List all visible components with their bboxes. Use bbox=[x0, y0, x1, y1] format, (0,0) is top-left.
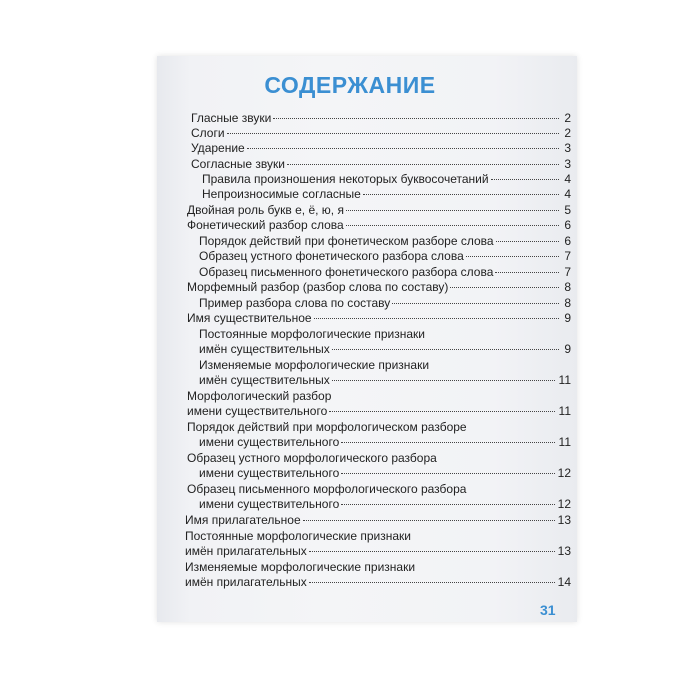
toc-entry: имён существительных 11 bbox=[199, 373, 571, 387]
toc-entry-line: Постоянные морфологические признаки bbox=[185, 529, 412, 543]
toc-entry-line: Изменяемые морфологические признаки bbox=[185, 560, 416, 574]
toc-entry: Ударение 3 bbox=[191, 141, 571, 155]
toc-entry: Имя существительное 9 bbox=[187, 311, 571, 325]
toc-entry: имён существительных 9 bbox=[199, 342, 571, 356]
toc-entry: Слоги 2 bbox=[191, 126, 571, 140]
toc-entry: Образец устного фонетического разбора слова 7 bbox=[199, 249, 571, 263]
toc-entry: Морфемный разбор (разбор слова по составу) 8 bbox=[187, 280, 571, 294]
toc-entry-line: Порядок действий при морфологическом разборе bbox=[187, 420, 467, 434]
toc-entry-line: Морфологический разбор bbox=[187, 389, 332, 403]
toc-entry: имён прилагательных 14 bbox=[185, 575, 571, 589]
page-title: СОДЕРЖАНИЕ bbox=[264, 72, 436, 98]
toc-entry: имён прилагательных 13 bbox=[185, 544, 571, 558]
toc-entry: Непроизносимые согласные 4 bbox=[202, 187, 571, 201]
toc-entry: Имя прилагательное 13 bbox=[185, 513, 571, 527]
toc-entry: имени существительного 12 bbox=[199, 466, 571, 480]
toc-entry: Гласные звуки 2 bbox=[191, 111, 571, 125]
toc-entry: имени существительного 11 bbox=[199, 435, 571, 449]
toc-entry: имени существительного 11 bbox=[187, 404, 571, 418]
toc-entry: Правила произношения некоторых буквосочетаний 4 bbox=[202, 172, 571, 186]
toc-entry: Пример разбора слова по составу 8 bbox=[199, 296, 571, 310]
toc-entry-line: Образец письменного морфологического разбора bbox=[187, 482, 467, 496]
toc-entry: Фонетический разбор слова 6 bbox=[187, 218, 571, 232]
page-number: 31 bbox=[540, 602, 556, 618]
toc-entry-line: Изменяемые морфологические признаки bbox=[199, 358, 430, 372]
toc-entry: Согласные звуки 3 bbox=[191, 157, 571, 171]
toc-entry-line: Образец устного морфологического разбора bbox=[187, 451, 437, 465]
toc-entry: Образец письменного фонетического разбора слова 7 bbox=[199, 265, 571, 279]
toc-entry: Двойная роль букв е, ё, ю, я 5 bbox=[187, 203, 571, 217]
toc-entry: Порядок действий при фонетическом разборе слова 6 bbox=[199, 234, 571, 248]
toc-entry: имени существительного 12 bbox=[199, 497, 571, 511]
toc-entry-line: Постоянные морфологические признаки bbox=[199, 327, 426, 341]
